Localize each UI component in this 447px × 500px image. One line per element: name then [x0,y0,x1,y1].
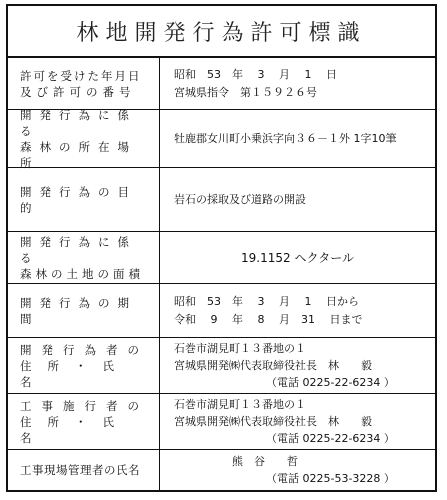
label-line: 開発行為者の [20,342,149,357]
row-value [160,232,435,283]
row-location [8,107,435,170]
value-line: 宮城県指令 第１５９２６号 [174,85,317,99]
row-developer [8,338,435,394]
row-value [160,168,435,231]
label-line: 開発行為に係る [20,234,137,265]
row-value [160,284,435,337]
value-line: 牡鹿郡女川町小乗浜字向３６－１外 1字10筆 [174,131,397,145]
label-line: 森林の土地の面積 [20,266,144,281]
value-line: 昭和 53 年 3 月 1 日から [174,294,359,308]
label-line: 開発行為の目的 [20,184,137,215]
value-line: 19.1152 ヘクタール [241,250,354,265]
row-label [8,284,160,337]
value-line: 令和 9 年 8 月 31 日まで [174,312,363,326]
value-line: （電話 0225-22-6234 ） [266,432,395,445]
value-line: 石巻市湖見町１３番地の１ [174,398,306,411]
label-line: 及び許可の番号 [20,84,136,99]
row-value [160,450,435,490]
row-site-manager [8,450,435,490]
label-line: 工事現場管理者の氏名 [20,463,140,477]
row-label [8,394,160,449]
value-line: 岩石の採取及び道路の開設 [174,192,306,206]
value-line: 宮城県開発㈱代表取締役社長 林 毅 [174,359,372,372]
row-contractor [8,394,435,450]
sign-title: 林地開発行為許可標識 [8,6,435,58]
value-line: （電話 0225-53-3228 ） [266,472,395,485]
row-label [8,168,160,231]
row-value [160,394,435,449]
row-label [8,450,160,490]
row-value [160,338,435,393]
row-permit-date [8,58,435,110]
row-purpose [8,168,435,232]
value-line: （電話 0225-22-6234 ） [266,376,395,389]
label-line: 許可を受けた年月日 [20,68,142,83]
label-line: 工事施行者の [20,398,149,413]
row-period [8,284,435,338]
label-line: 森林の所在場所 [20,139,137,170]
value-line: 熊 谷 哲 [232,455,298,468]
row-label [8,58,160,109]
row-value [160,110,435,167]
value-line: 昭和 53 年 3 月 1 日 [174,67,337,81]
label-line: 住所・氏名 [20,414,130,445]
value-line: 石巻市湖見町１３番地の１ [174,342,306,355]
label-line: 開発行為に係る [20,107,137,138]
row-label [8,232,160,283]
permit-sign [6,4,437,492]
row-value [160,58,435,109]
value-line: 宮城県開発㈱代表取締役社長 林 毅 [174,415,372,428]
row-area [8,232,435,284]
label-line: 住所・氏名 [20,358,130,389]
row-label [8,338,160,393]
label-line: 開発行為の期間 [20,295,137,326]
row-label [8,107,160,170]
